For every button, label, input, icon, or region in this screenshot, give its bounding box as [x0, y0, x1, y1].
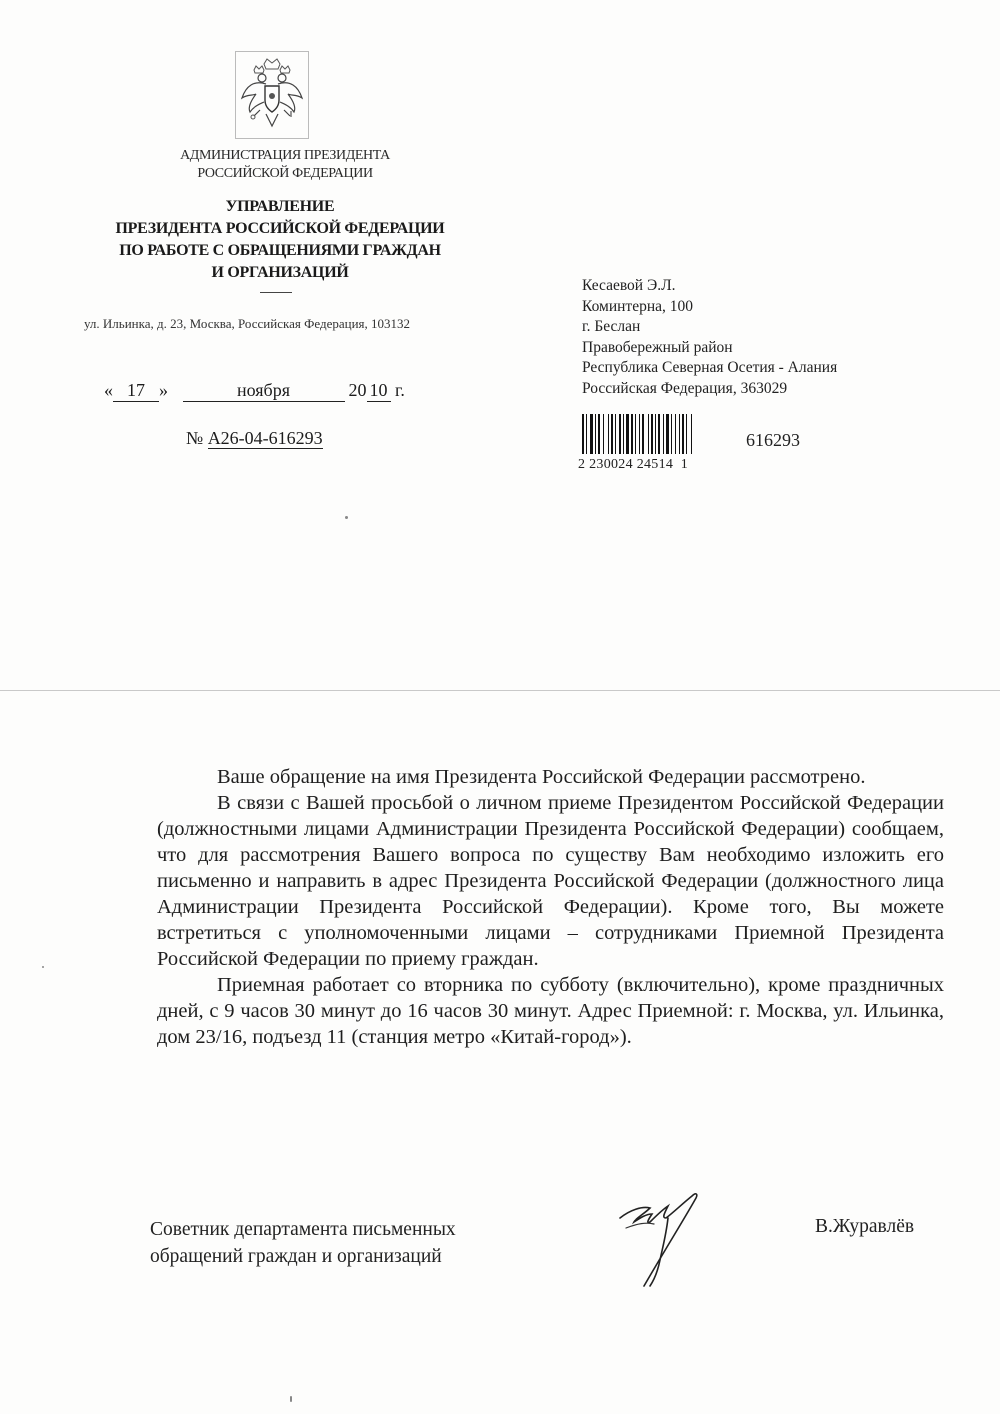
header-divider	[260, 292, 292, 293]
admin-title-line-2: РОССИЙСКОЙ ФЕДЕРАЦИИ	[197, 166, 373, 181]
sender-address: ул. Ильинка, д. 23, Москва, Российская Федерация, 103132	[84, 316, 411, 331]
handwritten-signature	[606, 1188, 736, 1292]
date-year-suffix: 10	[367, 380, 391, 402]
barcode-bar	[582, 414, 584, 454]
fold-line	[0, 690, 1000, 691]
barcode-bar	[595, 414, 596, 454]
barcode-bar	[686, 414, 687, 454]
signer-position-line-2: обращений граждан и организаций	[150, 1246, 442, 1267]
recipient-line: Правобережный район	[582, 338, 733, 356]
barcode-bar	[631, 414, 633, 454]
barcode-bar	[648, 414, 649, 454]
date-open-quote: «	[104, 380, 113, 400]
barcode-bar	[623, 414, 624, 454]
scan-speck	[42, 966, 44, 968]
date-year-prefix: 20	[348, 380, 367, 400]
barcode-bar	[666, 414, 669, 454]
barcode-bar	[671, 414, 672, 454]
barcode-bar	[608, 414, 609, 454]
barcode-bar	[679, 414, 680, 454]
coat-of-arms-icon	[234, 50, 310, 140]
barcode-id: 616293	[746, 430, 800, 450]
reference-label: №	[186, 428, 204, 448]
recipient-address	[582, 276, 837, 399]
admin-title-line-1: АДМИНИСТРАЦИЯ ПРЕЗИДЕНТА	[180, 148, 390, 163]
department-title-line-1: УПРАВЛЕНИЕ	[225, 198, 335, 215]
letter-body	[157, 764, 944, 1050]
date-day: 17	[113, 380, 159, 402]
body-paragraph: Ваше обращение на имя Президента Российской Федерации рассмотрено.	[217, 766, 866, 788]
barcode-bar	[691, 414, 692, 454]
barcode-bar	[619, 414, 621, 454]
recipient-line: Республика Северная Осетия - Алания	[582, 359, 838, 376]
signer-name: В.Журавлёв	[815, 1216, 915, 1237]
signer-position-line-1: Советник департамента письменных	[150, 1219, 456, 1240]
date-close-quote: »	[159, 380, 168, 400]
barcode-bar	[639, 414, 640, 454]
barcode-bar	[682, 414, 684, 454]
barcode-bar	[598, 414, 600, 454]
date-month: ноября	[183, 380, 345, 402]
recipient-line: Кесаевой Э.Л.	[582, 277, 676, 294]
barcode-bar	[675, 414, 676, 454]
barcode-bar	[651, 414, 653, 454]
department-title-line-4: И ОРГАНИЗАЦИЙ	[211, 264, 349, 281]
recipient-line: г. Беслан	[582, 318, 641, 335]
body-paragraph: Приемная работает со вторника по субботу (включительно), кроме праздничных дней, с 9 часов 30 минут до 16 часов 30 минут. Адрес Приемной: г. Москва, ул. Ильинка, дом 23/16, подъезд 11 (станция метро «Китай-город»).	[157, 974, 944, 1048]
barcode-bar	[663, 414, 664, 454]
scan-speck	[290, 1396, 292, 1402]
barcode-bar	[655, 414, 656, 454]
reference-number	[186, 428, 323, 449]
letter-date	[104, 380, 405, 402]
barcode-bar	[586, 414, 587, 454]
department-title-line-2: ПРЕЗИДЕНТА РОССИЙСКОЙ ФЕДЕРАЦИИ	[115, 220, 445, 237]
barcode-bar	[626, 414, 629, 454]
recipient-line: Коминтерна, 100	[582, 297, 693, 315]
barcode-bar	[635, 414, 636, 454]
recipient-line: Российская Федерация, 363029	[582, 379, 788, 397]
barcode-bar	[611, 414, 613, 454]
signer-position	[150, 1216, 456, 1270]
barcode-bar	[615, 414, 616, 454]
barcode-bar	[658, 414, 660, 454]
reference-value: А26-04-616293	[207, 428, 323, 448]
date-year-unit: г.	[395, 380, 405, 400]
barcode-bar	[590, 414, 593, 454]
department-title-line-3: ПО РАБОТЕ С ОБРАЩЕНИЯМИ ГРАЖДАН	[119, 242, 441, 259]
barcode-bar	[642, 414, 644, 454]
scan-speck	[345, 516, 348, 519]
barcode-digits: 2 230024 24514 1	[578, 457, 689, 472]
body-paragraph: В связи с Вашей просьбой о личном приеме Президентом Российской Федерации (должностными лицами Администрации Президента Российской Федерации) сообщаем, что для рассмотрения Вашего вопроса по существу Вам необходимо изложить его письменно и направить в адрес Президента Российской Федерации (должностного лица Администрации Президента Российской Федерации). Кроме того, Вы можете встретиться с уполномоченными лицами – сотрудниками Приемной Президента Российской Федерации по приему граждан.	[157, 792, 944, 970]
barcode-bar	[603, 414, 604, 454]
barcode-icon	[580, 414, 728, 456]
